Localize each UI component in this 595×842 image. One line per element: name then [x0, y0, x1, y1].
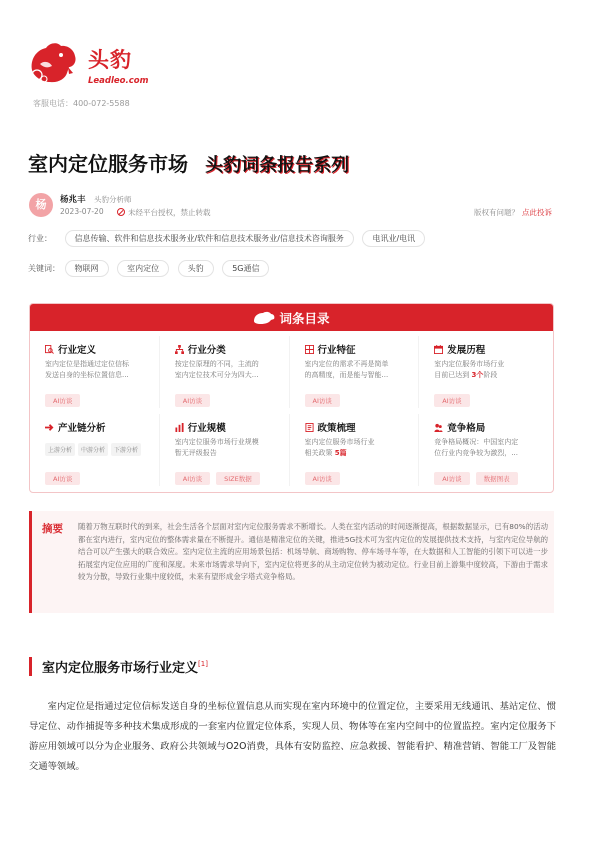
abstract-label: 摘要: [42, 523, 63, 535]
toc-item-desc: 按定位原理的不同，主流的 室内定位技术可分为四大...: [174, 360, 259, 379]
ai-interview-chip[interactable]: AI访谈: [305, 472, 340, 485]
midstream-chip[interactable]: 中游分析: [78, 443, 108, 456]
toc-desc-text: 室内定位服务市场行业 目前已达到: [434, 360, 505, 379]
report-series-title: 头豹词条报告系列: [205, 155, 350, 176]
industry-tag[interactable]: 信息传输、软件和信息技术服务业/软件和信息技术服务业/信息技术咨询服务: [65, 230, 354, 247]
ai-interview-chip[interactable]: AI访谈: [45, 394, 80, 407]
ai-interview-chip[interactable]: AI访谈: [45, 472, 80, 485]
copyright-question: 版权有问题？: [474, 208, 519, 217]
keyword-label: 关键词：: [28, 264, 60, 273]
hierarchy-icon: [175, 345, 184, 354]
feature-grid-icon: [305, 345, 314, 354]
reprint-notice-text: 未经平台授权，禁止转载: [128, 208, 211, 217]
leopard-logo-icon: [28, 40, 78, 86]
complain-link[interactable]: 点此投诉: [522, 208, 552, 217]
publish-date: 2023-07-20: [60, 207, 104, 216]
toc-item-definition[interactable]: [36, 336, 160, 408]
toc-item-title: 行业特征: [317, 345, 356, 356]
brand-name-cn: 头豹: [88, 48, 132, 72]
ai-interview-chip[interactable]: AI访谈: [175, 394, 210, 407]
author-role: 头豹分析师: [94, 195, 132, 204]
toc-item-desc: 竞争格局概况：中国室内定 位行业内竞争较为激烈，...: [434, 438, 519, 457]
section-title-text: 室内定位服务市场行业定义: [42, 661, 199, 676]
section-body: 室内定位是指通过定位信标发送自身的坐标位置信息从而实现在室内环境中的位置定位，主要采用无线通讯、基站定位、惯导定位、动作捕捉等多种技术集成形成的一套室内位置定位体系，实现人员、物体等在室内空间中的位置监控。室内定位服务下游应用领域可以分为企业服务、政府公共领域与O2O消费，具体有安防监控、应急救援、智能看护、精准营销、智能工厂及智能交通等领域。: [29, 701, 556, 772]
section-title: [29, 657, 208, 676]
abstract-box: [29, 511, 554, 613]
prohibited-icon: [117, 208, 125, 216]
toc-item-classification[interactable]: [166, 336, 290, 408]
toc-item-desc: [434, 359, 543, 381]
toc-item-market-size[interactable]: [166, 414, 290, 486]
toc-item-desc: 室内定位的需求不再是简单 的高精度，而是能与智能...: [304, 360, 389, 379]
industry-tag[interactable]: 电讯业/电讯: [362, 230, 425, 247]
policy-count: 5篇: [334, 448, 347, 457]
toc-panel: [29, 303, 554, 493]
toc-item-title: 行业定义: [58, 345, 97, 356]
search-doc-icon: [45, 345, 54, 354]
toc-title: 词条目录: [279, 311, 330, 326]
industry-row: [28, 230, 431, 247]
keyword-tag[interactable]: 物联网: [65, 260, 109, 277]
leopard-mini-icon: [253, 311, 275, 325]
keyword-tag[interactable]: 头豹: [178, 260, 214, 277]
keyword-row: [28, 260, 275, 277]
toc-item-history[interactable]: [425, 336, 549, 408]
toc-item-title: 行业分类: [187, 345, 226, 356]
toc-item-desc: [305, 437, 413, 459]
report-title: [28, 148, 349, 177]
toc-item-title: 产业链分析: [58, 423, 106, 434]
toc-item-desc: 室内定位是指通过定位信标 发送自身的坐标位置信息...: [45, 360, 129, 379]
toc-item-title: 行业规模: [187, 423, 226, 434]
abstract-text: 随着万物互联时代的到来，社会生活各个层面对室内定位服务需求不断增长。人类在室内活动的时间逐渐提高，根据数据显示，已有80%的活动都在室内进行，室内定位的整体需求量在不断提升。通信是精准定位的关键，推进5G技术可为室内定位的发展提供技术支持，与室内定位导航的结合可以产生强大的联合效应。室内定位主流的应用场景包括：机场导航、商场购物、停车场寻车等，在大数据和人工智能的引领下可以进一步拓展室内定位应用的广度和深度。未来市场需求导向下，室内定位将更多的从主动定位转为被动定位。行业目前上游集中度较高，下游由于需求较为分散，导致行业集中度较低，未来有望形成金字塔式竞争格局。: [78, 522, 548, 582]
toc-item-title: 政策梳理: [317, 423, 356, 434]
downstream-chip[interactable]: 下游分析: [111, 443, 141, 456]
toc-desc-text: 室内定位服务市场行业 相关政策: [304, 438, 375, 457]
policy-icon: [305, 423, 314, 432]
toc-item-features[interactable]: [296, 336, 420, 408]
ai-interview-chip[interactable]: AI访谈: [305, 394, 340, 407]
keyword-tag[interactable]: 室内定位: [117, 260, 169, 277]
toc-header: [30, 304, 553, 331]
data-chart-chip[interactable]: 数据图表: [476, 472, 518, 485]
chain-icon: [45, 423, 54, 432]
size-data-chip[interactable]: SIZE数据: [216, 472, 260, 485]
industry-label: 行业：: [28, 234, 52, 243]
calendar-icon: [434, 345, 443, 354]
toc-grid: [36, 336, 549, 486]
bar-chart-icon: [175, 423, 184, 432]
toc-item-title: 发展历程: [447, 345, 486, 356]
toc-item-competition[interactable]: [425, 414, 549, 486]
ai-interview-chip[interactable]: AI访谈: [175, 472, 210, 485]
toc-desc-text: 阶段: [483, 370, 498, 379]
toc-item-title: 竞争格局: [447, 423, 486, 434]
toc-item-desc: 室内定位服务市场行业规模 暂无评级报告: [174, 438, 259, 457]
value-chain-sub-chips: [45, 437, 153, 456]
stage-count: 3个: [471, 370, 484, 379]
reprint-notice: [117, 207, 211, 218]
upstream-chip[interactable]: 上游分析: [45, 443, 75, 456]
ai-interview-chip[interactable]: AI访谈: [434, 394, 469, 407]
customer-hotline: 客服电话：400-072-5588: [33, 99, 130, 108]
toc-item-value-chain[interactable]: [36, 414, 160, 486]
reference-marker[interactable]: [1]: [198, 660, 208, 668]
competition-icon: [434, 423, 443, 432]
report-title-main: 室内定位服务市场: [28, 152, 188, 176]
ai-interview-chip[interactable]: AI访谈: [434, 472, 469, 485]
author-avatar: 杨: [29, 193, 53, 217]
author-name[interactable]: 杨兆丰: [60, 195, 86, 205]
brand-name-en: Leadleo.com: [88, 76, 149, 86]
toc-item-policy[interactable]: [296, 414, 420, 486]
keyword-tag[interactable]: 5G通信: [222, 260, 269, 277]
